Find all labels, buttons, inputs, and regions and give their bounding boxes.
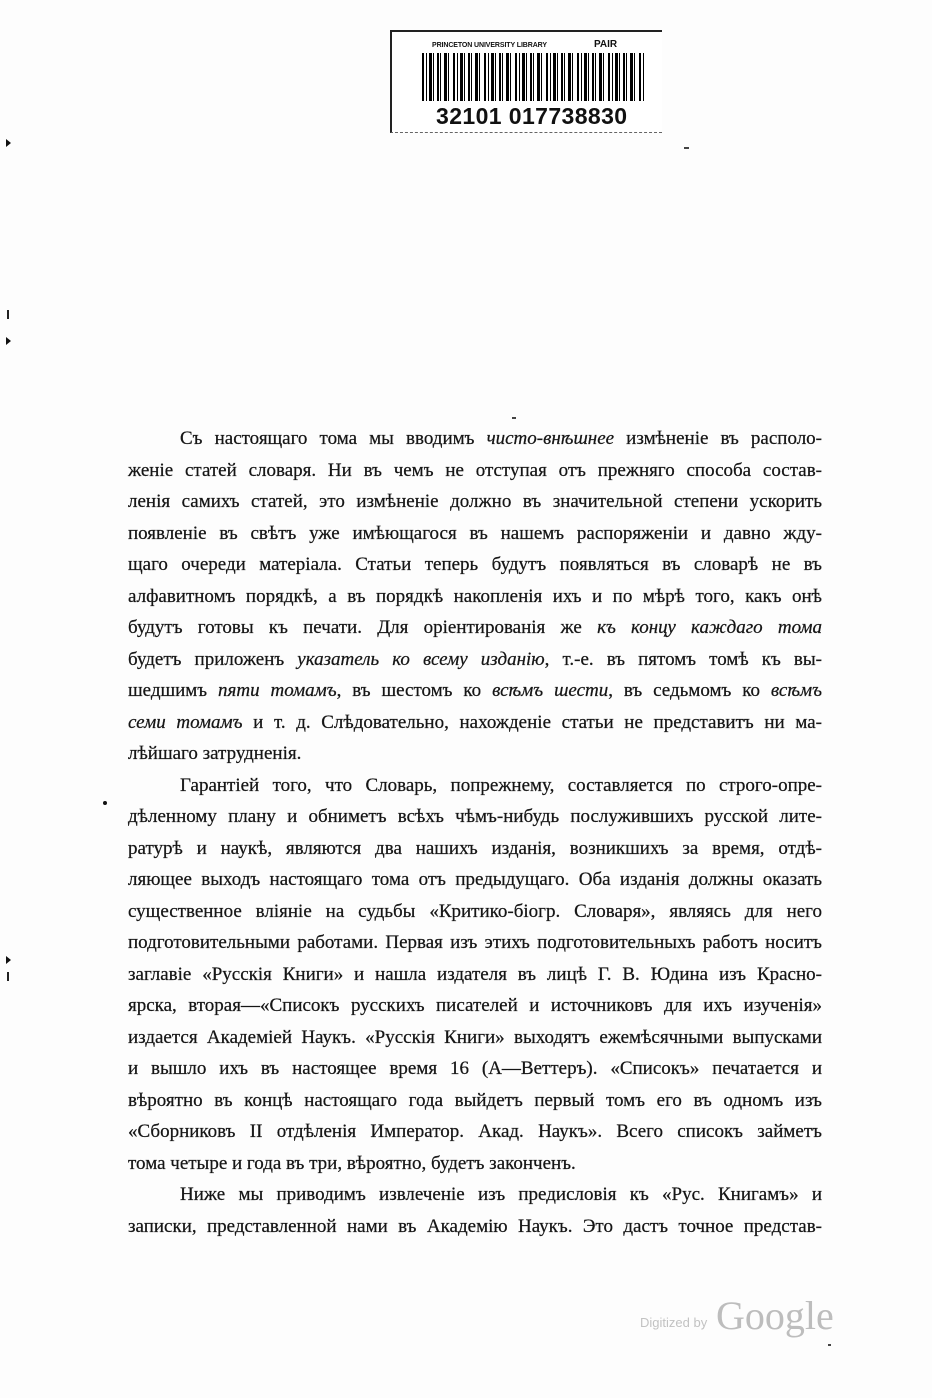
text-line <box>128 1116 822 1148</box>
line-text <box>128 995 822 1016</box>
line-text <box>128 932 822 953</box>
line-text <box>128 649 822 670</box>
paragraph <box>128 770 822 1180</box>
text-line <box>128 423 822 455</box>
line-text <box>128 586 822 607</box>
text-segment: , т.-е. въ пятомъ томѣ къ вы- <box>544 648 822 670</box>
scan-mark <box>7 310 9 319</box>
google-logo: Google <box>716 1293 834 1338</box>
text-line <box>128 518 822 550</box>
text-segment: щаго очереди матеріала. Статьи теперь будутъ появляться въ словарѣ не въ <box>128 554 822 575</box>
line-text <box>128 901 822 922</box>
italic-text: чисто-внѣшнее <box>486 428 615 449</box>
text-line <box>128 770 822 802</box>
line-text <box>128 743 301 764</box>
text-line <box>128 990 822 1022</box>
line-text <box>128 523 822 544</box>
scan-mark <box>512 417 516 419</box>
text-segment: и вышло ихъ въ настоящее время 16 (А—Веттеръ). «Списокъ» печатается и <box>128 1058 822 1079</box>
line-text <box>180 1184 822 1205</box>
text-segment: измѣненіе въ располо- <box>614 428 823 449</box>
text-line <box>128 1085 822 1117</box>
text-line <box>128 833 822 865</box>
text-segment: и т. д. Слѣдовательно, нахожденіе статьи не представитъ ни ма- <box>242 711 822 733</box>
line-text <box>128 1058 822 1079</box>
text-line <box>128 927 822 959</box>
text-line <box>128 675 822 707</box>
text-segment: «Сборниковъ II отдѣленія Император. Акад. Наукъ». Всего списокъ займетъ <box>128 1121 822 1142</box>
italic-text: пяти томамъ <box>218 680 337 701</box>
line-text <box>128 1090 822 1111</box>
text-line <box>128 959 822 991</box>
text-segment: существенное вліяніе на судьбы «Критико-біогр. Словаря», являясь для него <box>128 900 822 922</box>
text-line <box>128 738 822 770</box>
text-line <box>128 455 822 487</box>
scan-mark <box>6 337 11 345</box>
text-segment: шедшимъ <box>128 680 219 701</box>
line-text <box>128 1216 822 1237</box>
text-line <box>128 1022 822 1054</box>
text-line <box>128 1179 822 1211</box>
text-segment: издается Академіей Наукъ. «Русскія Книги» выходятъ ежемѣсячными выпусками <box>128 1026 822 1048</box>
text-segment: вѣроятно въ концѣ настоящаго года выйдетъ первый томъ его въ одномъ изъ <box>128 1089 822 1111</box>
line-text <box>128 806 822 827</box>
library-barcode-label <box>390 30 662 133</box>
text-line <box>128 644 822 676</box>
text-line <box>128 486 822 518</box>
text-segment: ярска, вторая—«Списокъ русскихъ писателей и источниковъ для ихъ изученія» <box>128 995 822 1016</box>
line-text <box>128 964 822 985</box>
text-segment: появленіе въ свѣтъ уже имѣющагося въ нашемъ распоряженіи и давно жду- <box>128 522 822 544</box>
line-text <box>128 1153 576 1174</box>
paragraph <box>128 423 822 770</box>
line-text <box>128 680 822 701</box>
text-line <box>128 1053 822 1085</box>
line-text <box>128 869 822 890</box>
italic-text: всѣмъ <box>770 680 822 701</box>
scan-mark <box>6 139 11 147</box>
text-line <box>128 1211 822 1243</box>
text-line <box>128 612 822 644</box>
text-line <box>128 896 822 928</box>
text-line <box>128 864 822 896</box>
text-segment: Ниже мы приводимъ извлеченіе изъ предисловія къ «Рус. Книгамъ» и <box>180 1184 822 1205</box>
scan-mark <box>103 801 107 805</box>
line-text <box>128 491 822 512</box>
line-text <box>128 838 822 859</box>
italic-text: къ концу каждаго тома <box>597 617 822 638</box>
line-text <box>180 428 822 449</box>
scan-mark <box>7 972 9 981</box>
text-segment: , въ шестомъ ко <box>336 680 493 701</box>
text-line <box>128 707 822 739</box>
text-line <box>128 1148 822 1180</box>
digitized-by-text: Digitized by <box>640 1315 708 1330</box>
text-segment: Гарантіей того, что Словарь, попрежнему, составляется по строго-опре- <box>180 774 822 796</box>
text-segment: Съ настоящаго тома мы вводимъ <box>180 428 487 449</box>
line-text <box>128 460 822 481</box>
text-segment: заглавіе «Русскія Книги» и нашла издателя въ лицѣ Г. В. Юдина изъ Красно- <box>128 963 822 985</box>
line-text <box>128 712 822 733</box>
barcode-number: 32101 017738830 <box>436 103 628 129</box>
scan-mark <box>684 147 689 149</box>
italic-text: указатель ко всему изданію <box>297 648 545 670</box>
line-text <box>128 617 822 638</box>
text-segment: ленія самихъ статей, это измѣненіе должно въ значительной степени ускорить <box>128 491 822 512</box>
text-segment: будутъ готовы къ печати. Для оріентированія же <box>128 617 598 638</box>
text-line <box>128 549 822 581</box>
text-segment: будетъ приложенъ <box>128 648 298 670</box>
text-segment: тома четыре и года въ три, вѣроятно, будетъ законченъ. <box>128 1152 576 1174</box>
line-text <box>128 1121 822 1142</box>
line-text <box>128 1027 822 1048</box>
text-segment: ратурѣ и наукѣ, являются два нашихъ изданія, возникшихъ за время, отдѣ- <box>128 837 822 859</box>
text-segment: алфавитномъ порядкѣ, а въ порядкѣ накопленія ихъ и по мѣрѣ того, какъ онѣ <box>128 585 822 607</box>
text-segment: дѣленному плану и обниметъ всѣхъ чѣмъ-нибудь послужившихъ русской лите- <box>128 806 822 827</box>
collection-code: PAIR <box>594 39 618 50</box>
text-segment: подготовительными работами. Первая изъ этихъ подготовительныхъ работъ носитъ <box>128 932 822 953</box>
scan-mark <box>828 1344 831 1346</box>
text-segment: , въ седьмомъ ко <box>608 680 771 701</box>
line-text <box>128 554 822 575</box>
italic-text: семи томамъ <box>128 711 243 733</box>
paragraph <box>128 1179 822 1242</box>
scan-mark <box>6 956 11 964</box>
text-line <box>128 801 822 833</box>
barcode-bars <box>422 53 644 101</box>
text-segment: ляющее выходъ настоящаго тома отъ предыдущаго. Оба изданія должны оказать <box>128 869 822 890</box>
text-segment: женіе статей словаря. Ни въ чемъ не отступая отъ прежняго способа состав- <box>128 459 822 481</box>
library-name: PRINCETON UNIVERSITY LIBRARY <box>432 42 547 49</box>
body-text <box>128 423 822 1242</box>
text-line <box>128 581 822 613</box>
line-text <box>180 775 822 796</box>
text-segment: лѣйшаго затрудненія. <box>128 743 302 764</box>
text-segment: записки, представленной нами въ Академію Наукъ. Это дастъ точное представ- <box>128 1215 822 1237</box>
italic-text: всѣмъ шести <box>492 680 609 701</box>
